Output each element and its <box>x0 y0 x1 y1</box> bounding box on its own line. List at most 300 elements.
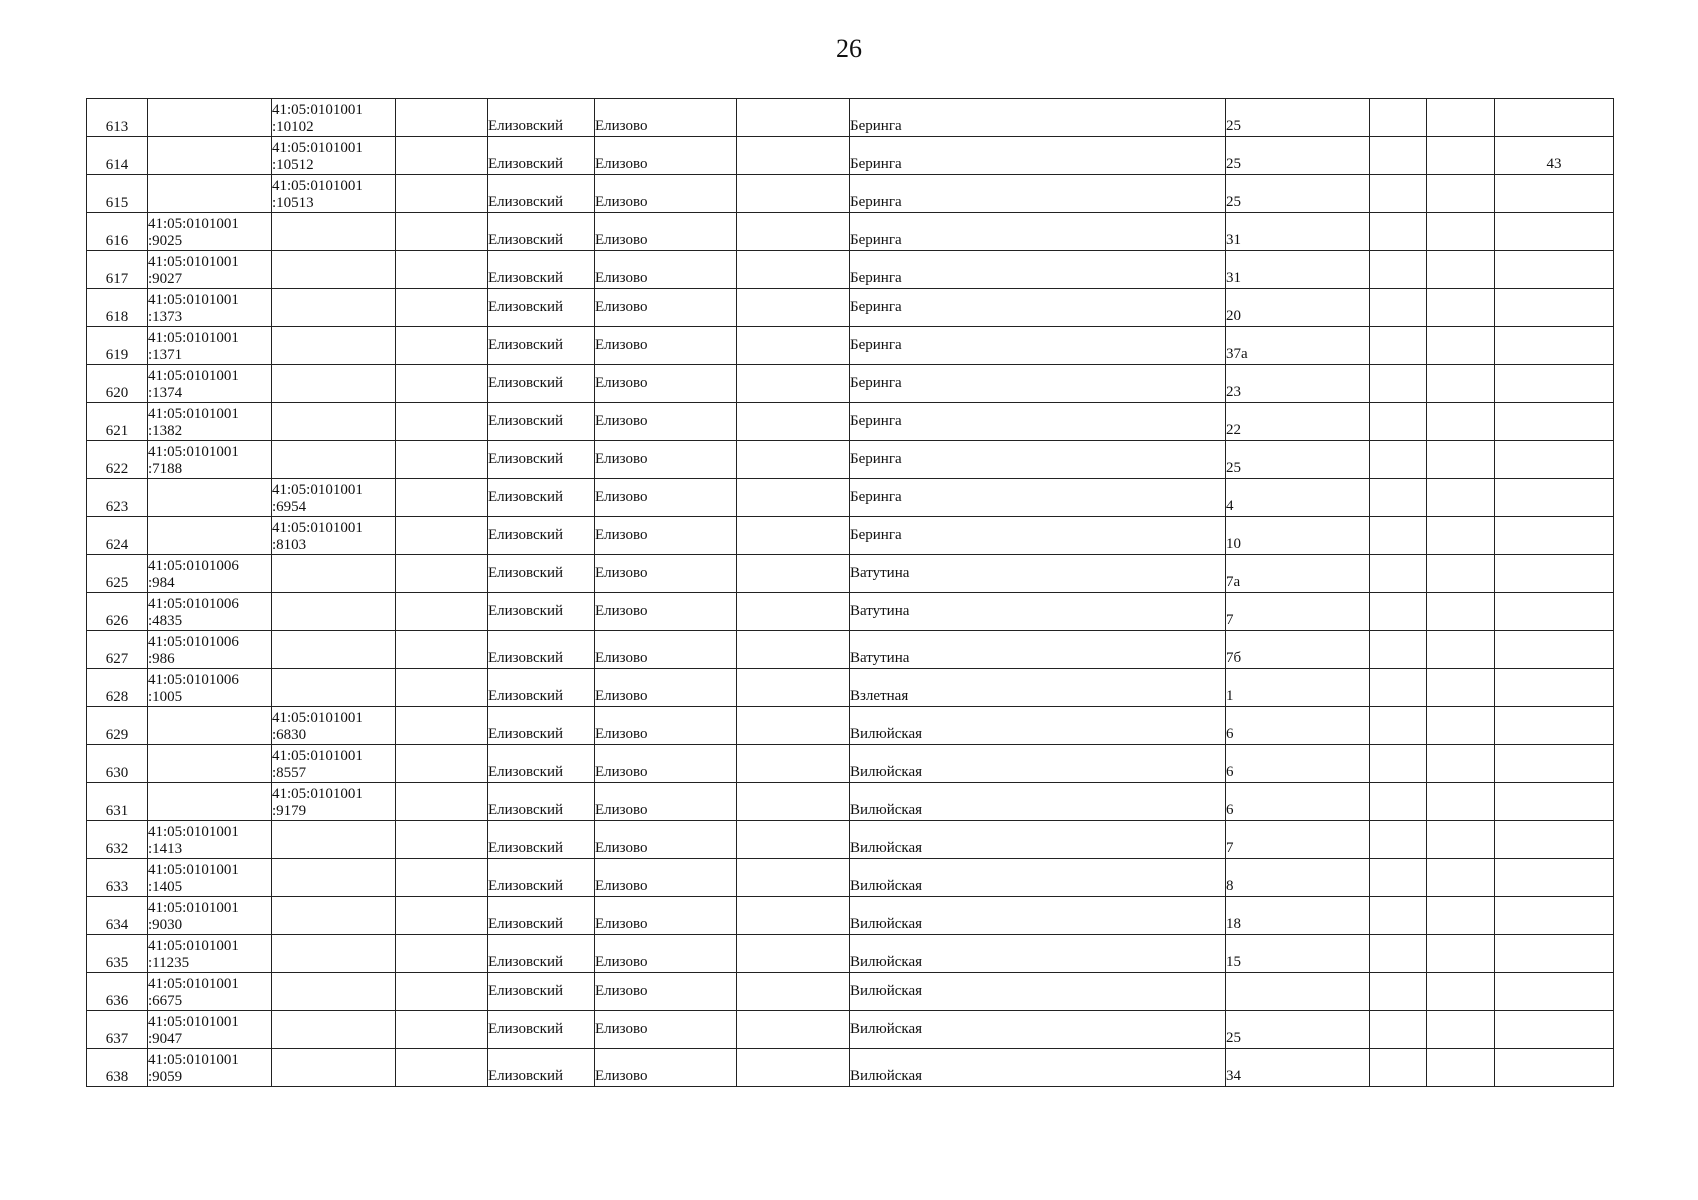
city-cell <box>595 479 737 517</box>
street-cell <box>850 859 1226 897</box>
empty-cell <box>396 897 488 935</box>
empty-cell <box>737 327 850 365</box>
city-text: Елизово <box>595 802 648 818</box>
apartment-number-text <box>1495 1085 1613 1086</box>
district-cell <box>488 213 595 251</box>
empty-cell <box>1370 707 1427 745</box>
house-number-cell <box>1226 99 1370 137</box>
city-cell <box>595 973 737 1011</box>
cadastral-a-line-2: :1373 <box>148 309 183 325</box>
empty-cell <box>737 745 850 783</box>
empty-cell <box>1370 745 1427 783</box>
house-number-text: 10 <box>1226 536 1241 552</box>
street-text: Беринга <box>850 489 902 505</box>
cadastral-b-line-2: :9179 <box>272 803 307 819</box>
district-text: Елизовский <box>488 299 564 315</box>
district-text: Елизовский <box>488 451 564 467</box>
cadastral-b-line-1: 41:05:0101001 <box>272 178 363 194</box>
city-cell <box>595 251 737 289</box>
cadastral-a-line-1: 41:05:0101001 <box>148 254 239 270</box>
empty-cell <box>396 365 488 403</box>
table-row <box>87 403 1614 441</box>
city-text: Елизово <box>595 299 648 315</box>
empty-cell <box>1427 821 1495 859</box>
district-text: Елизовский <box>488 232 564 248</box>
city-text: Елизово <box>595 232 648 248</box>
empty-cell <box>1370 593 1427 631</box>
city-text: Елизово <box>595 603 648 619</box>
empty-cell <box>1370 935 1427 973</box>
district-text: Елизовский <box>488 603 564 619</box>
row-number-cell: 617 <box>87 251 148 289</box>
district-text: Елизовский <box>488 337 564 353</box>
city-cell <box>595 213 737 251</box>
row-number-cell: 628 <box>87 669 148 707</box>
street-cell <box>850 821 1226 859</box>
cadastral-number-b-cell <box>272 1011 396 1049</box>
row-number-cell: 613 <box>87 99 148 137</box>
empty-cell <box>737 555 850 593</box>
empty-cell <box>396 745 488 783</box>
empty-cell <box>396 1049 488 1087</box>
empty-cell <box>1427 1011 1495 1049</box>
cadastral-a-line-1: 41:05:0101006 <box>148 558 239 574</box>
empty-cell <box>396 935 488 973</box>
apartment-number-cell <box>1495 441 1614 479</box>
street-text: Ватутина <box>850 650 910 666</box>
district-text: Елизовский <box>488 1021 564 1037</box>
cadastral-number-b-cell <box>272 707 396 745</box>
city-text: Елизово <box>595 726 648 742</box>
house-number-cell <box>1226 1011 1370 1049</box>
cadastral-number-a-cell <box>148 859 272 897</box>
cadastral-number-a-cell <box>148 745 272 783</box>
district-text: Елизовский <box>488 270 564 286</box>
city-text: Елизово <box>595 954 648 970</box>
empty-cell <box>396 783 488 821</box>
district-cell <box>488 1011 595 1049</box>
cadastral-a-line-1: 41:05:0101001 <box>148 216 239 232</box>
street-cell <box>850 973 1226 1011</box>
apartment-number-cell <box>1495 175 1614 213</box>
house-number-cell <box>1226 935 1370 973</box>
city-text: Елизово <box>595 916 648 932</box>
apartment-number-cell <box>1495 935 1614 973</box>
empty-cell <box>1427 973 1495 1011</box>
table-row <box>87 707 1614 745</box>
cadastral-number-a-cell <box>148 707 272 745</box>
cadastral-a-line-1: 41:05:0101001 <box>148 900 239 916</box>
empty-cell <box>396 859 488 897</box>
district-cell <box>488 821 595 859</box>
empty-cell <box>396 289 488 327</box>
row-number-cell: 634 <box>87 897 148 935</box>
empty-cell <box>737 783 850 821</box>
house-number-text: 20 <box>1226 308 1241 324</box>
house-number-cell <box>1226 365 1370 403</box>
city-text: Елизово <box>595 1021 648 1037</box>
apartment-number-cell <box>1495 631 1614 669</box>
house-number-cell <box>1226 251 1370 289</box>
street-cell <box>850 137 1226 175</box>
city-text: Елизово <box>595 451 648 467</box>
district-text: Елизовский <box>488 983 564 999</box>
city-text: Елизово <box>595 688 648 704</box>
city-text: Елизово <box>595 156 648 172</box>
row-number-cell: 624 <box>87 517 148 555</box>
apartment-number-cell <box>1495 327 1614 365</box>
district-text: Елизовский <box>488 194 564 210</box>
house-number-cell <box>1226 745 1370 783</box>
empty-cell <box>1427 897 1495 935</box>
empty-cell <box>1427 859 1495 897</box>
cadastral-a-line-1: 41:05:0101006 <box>148 672 239 688</box>
house-number-text: 22 <box>1226 422 1241 438</box>
street-text: Вилюйская <box>850 726 923 742</box>
cadastral-a-line-1: 41:05:0101001 <box>148 1014 239 1030</box>
district-text: Елизовский <box>488 878 564 894</box>
empty-cell <box>1427 289 1495 327</box>
house-number-cell <box>1226 821 1370 859</box>
row-number-cell: 622 <box>87 441 148 479</box>
cadastral-number-b-cell <box>272 479 396 517</box>
row-number-cell: 615 <box>87 175 148 213</box>
cadastral-a-line-2: :1413 <box>148 841 183 857</box>
row-number-cell: 633 <box>87 859 148 897</box>
apartment-number-cell <box>1495 593 1614 631</box>
street-text: Вилюйская <box>850 802 923 818</box>
empty-cell <box>1427 935 1495 973</box>
street-text: Ватутина <box>850 603 910 619</box>
city-text: Елизово <box>595 489 648 505</box>
district-text: Елизовский <box>488 726 564 742</box>
district-cell <box>488 479 595 517</box>
street-text: Взлетная <box>850 688 909 704</box>
cadastral-b-line-2: :8557 <box>272 765 307 781</box>
street-cell <box>850 555 1226 593</box>
table-row <box>87 1011 1614 1049</box>
empty-cell <box>1427 365 1495 403</box>
house-number-text: 7 <box>1226 840 1234 856</box>
row-number-cell: 630 <box>87 745 148 783</box>
cadastral-number-a-cell <box>148 365 272 403</box>
city-text: Елизово <box>595 270 648 286</box>
cadastral-a-line-2: :6675 <box>148 993 183 1009</box>
city-cell <box>595 631 737 669</box>
empty-cell <box>737 593 850 631</box>
empty-cell <box>1427 555 1495 593</box>
apartment-number-cell <box>1495 289 1614 327</box>
street-cell <box>850 441 1226 479</box>
district-text: Елизовский <box>488 527 564 543</box>
city-cell <box>595 897 737 935</box>
house-number-text: 7а <box>1226 574 1241 590</box>
apartment-number-cell <box>1495 783 1614 821</box>
empty-cell <box>1370 479 1427 517</box>
street-cell <box>850 707 1226 745</box>
table-row <box>87 745 1614 783</box>
empty-cell <box>1427 441 1495 479</box>
street-cell <box>850 745 1226 783</box>
house-number-text: 25 <box>1226 118 1241 134</box>
district-text: Елизовский <box>488 413 564 429</box>
house-number-cell <box>1226 897 1370 935</box>
empty-cell <box>396 441 488 479</box>
district-cell <box>488 327 595 365</box>
apartment-number-cell <box>1495 403 1614 441</box>
city-cell <box>595 403 737 441</box>
apartment-number-cell <box>1495 479 1614 517</box>
empty-cell <box>396 175 488 213</box>
district-cell <box>488 403 595 441</box>
cadastral-b-line-1: 41:05:0101001 <box>272 520 363 536</box>
cadastral-a-line-2: :9030 <box>148 917 183 933</box>
house-number-text: 31 <box>1226 232 1241 248</box>
street-text: Вилюйская <box>850 1068 923 1084</box>
cadastral-a-line-1: 41:05:0101001 <box>148 368 239 384</box>
district-cell <box>488 441 595 479</box>
district-cell <box>488 707 595 745</box>
cadastral-b-line-1: 41:05:0101001 <box>272 482 363 498</box>
empty-cell <box>1427 137 1495 175</box>
table-row <box>87 669 1614 707</box>
cadastral-number-a-cell <box>148 783 272 821</box>
cadastral-a-line-1: 41:05:0101006 <box>148 596 239 612</box>
empty-cell <box>1370 403 1427 441</box>
cadastral-b-line-2: :10102 <box>272 119 314 135</box>
empty-cell <box>737 441 850 479</box>
district-cell <box>488 365 595 403</box>
table-row <box>87 137 1614 175</box>
cadastral-number-a-cell <box>148 1011 272 1049</box>
empty-cell <box>737 175 850 213</box>
district-cell <box>488 137 595 175</box>
city-cell <box>595 1049 737 1087</box>
cadastral-b-line-1: 41:05:0101001 <box>272 748 363 764</box>
table-row <box>87 175 1614 213</box>
empty-cell <box>1370 669 1427 707</box>
empty-cell <box>396 821 488 859</box>
table-row <box>87 213 1614 251</box>
district-cell <box>488 517 595 555</box>
house-number-cell <box>1226 631 1370 669</box>
empty-cell <box>396 99 488 137</box>
house-number-text: 37а <box>1226 346 1248 362</box>
cadastral-number-b-cell <box>272 289 396 327</box>
cadastral-number-a-cell <box>148 289 272 327</box>
empty-cell <box>1370 1011 1427 1049</box>
street-text: Беринга <box>850 194 902 210</box>
empty-cell <box>1370 365 1427 403</box>
city-cell <box>595 517 737 555</box>
cadastral-a-line-2: :11235 <box>148 955 190 971</box>
empty-cell <box>737 707 850 745</box>
street-cell <box>850 479 1226 517</box>
cadastral-a-line-1: 41:05:0101001 <box>148 862 239 878</box>
row-number-cell: 621 <box>87 403 148 441</box>
empty-cell <box>1370 175 1427 213</box>
table-row <box>87 973 1614 1011</box>
empty-cell <box>396 213 488 251</box>
cadastral-number-b-cell <box>272 783 396 821</box>
cadastral-number-b-cell <box>272 213 396 251</box>
district-text: Елизовский <box>488 764 564 780</box>
empty-cell <box>396 1011 488 1049</box>
cadastral-b-line-1: 41:05:0101001 <box>272 786 363 802</box>
district-text: Елизовский <box>488 916 564 932</box>
empty-cell <box>1427 593 1495 631</box>
empty-cell <box>396 327 488 365</box>
house-number-cell <box>1226 327 1370 365</box>
street-cell <box>850 517 1226 555</box>
empty-cell <box>1370 859 1427 897</box>
house-number-cell <box>1226 213 1370 251</box>
cadastral-number-b-cell <box>272 821 396 859</box>
cadastral-number-a-cell <box>148 213 272 251</box>
empty-cell <box>1427 175 1495 213</box>
cadastral-number-b-cell <box>272 175 396 213</box>
city-text: Елизово <box>595 337 648 353</box>
empty-cell <box>396 403 488 441</box>
city-cell <box>595 593 737 631</box>
cadastral-a-line-2: :9047 <box>148 1031 183 1047</box>
apartment-number-cell <box>1495 137 1614 175</box>
city-text: Елизово <box>595 650 648 666</box>
cadastral-number-a-cell <box>148 593 272 631</box>
district-text: Елизовский <box>488 688 564 704</box>
empty-cell <box>737 403 850 441</box>
cadastral-a-line-1: 41:05:0101001 <box>148 406 239 422</box>
apartment-number-cell <box>1495 1011 1614 1049</box>
empty-cell <box>1427 403 1495 441</box>
empty-cell <box>737 935 850 973</box>
district-text: Елизовский <box>488 1068 564 1084</box>
street-text: Вилюйская <box>850 840 923 856</box>
district-cell <box>488 897 595 935</box>
row-number-cell: 632 <box>87 821 148 859</box>
cadastral-a-line-1: 41:05:0101006 <box>148 634 239 650</box>
cadastral-number-a-cell <box>148 935 272 973</box>
street-text: Вилюйская <box>850 764 923 780</box>
empty-cell <box>1370 441 1427 479</box>
table-row <box>87 517 1614 555</box>
cadastral-number-b-cell <box>272 99 396 137</box>
street-text: Беринга <box>850 232 902 248</box>
empty-cell <box>1370 137 1427 175</box>
apartment-number-cell <box>1495 251 1614 289</box>
cadastral-number-a-cell <box>148 327 272 365</box>
apartment-number-cell <box>1495 669 1614 707</box>
city-text: Елизово <box>595 840 648 856</box>
district-cell <box>488 745 595 783</box>
apartment-number-cell <box>1495 859 1614 897</box>
row-number-cell: 638 <box>87 1049 148 1087</box>
cadastral-b-line-1: 41:05:0101001 <box>272 710 363 726</box>
table-row <box>87 365 1614 403</box>
city-text: Елизово <box>595 565 648 581</box>
empty-cell <box>1370 555 1427 593</box>
row-number-cell: 635 <box>87 935 148 973</box>
empty-cell <box>396 479 488 517</box>
house-number-text: 7 <box>1226 612 1234 628</box>
address-registry-table <box>86 98 1614 1087</box>
house-number-cell <box>1226 137 1370 175</box>
house-number-cell <box>1226 783 1370 821</box>
cadastral-number-b-cell <box>272 669 396 707</box>
district-text: Елизовский <box>488 565 564 581</box>
house-number-text: 31 <box>1226 270 1241 286</box>
house-number-cell <box>1226 479 1370 517</box>
empty-cell <box>396 251 488 289</box>
house-number-text: 6 <box>1226 802 1234 818</box>
house-number-text: 25 <box>1226 460 1241 476</box>
cadastral-number-b-cell <box>272 897 396 935</box>
empty-cell <box>1427 251 1495 289</box>
empty-cell <box>1370 251 1427 289</box>
house-number-text: 25 <box>1226 156 1241 172</box>
empty-cell <box>1427 707 1495 745</box>
registry-body <box>87 99 1614 1087</box>
empty-cell <box>396 631 488 669</box>
district-text: Елизовский <box>488 156 564 172</box>
table-row <box>87 555 1614 593</box>
house-number-cell <box>1226 859 1370 897</box>
apartment-number-cell <box>1495 517 1614 555</box>
district-cell <box>488 783 595 821</box>
apartment-number-cell <box>1495 365 1614 403</box>
house-number-text: 4 <box>1226 498 1234 514</box>
empty-cell <box>737 137 850 175</box>
table-row <box>87 289 1614 327</box>
apartment-number-text: 43 <box>1546 156 1562 172</box>
row-number-cell: 631 <box>87 783 148 821</box>
street-text: Беринга <box>850 270 902 286</box>
empty-cell <box>737 517 850 555</box>
empty-cell <box>1427 99 1495 137</box>
house-number-text: 34 <box>1226 1068 1241 1084</box>
district-text: Елизовский <box>488 802 564 818</box>
street-text: Беринга <box>850 156 902 172</box>
cadastral-number-b-cell <box>272 973 396 1011</box>
cadastral-number-a-cell <box>148 517 272 555</box>
empty-cell <box>1427 327 1495 365</box>
district-cell <box>488 555 595 593</box>
table-row <box>87 1049 1614 1087</box>
empty-cell <box>396 707 488 745</box>
cadastral-number-a-cell <box>148 137 272 175</box>
row-number-cell: 616 <box>87 213 148 251</box>
empty-cell <box>1370 213 1427 251</box>
cadastral-number-a-cell <box>148 403 272 441</box>
apartment-number-cell <box>1495 99 1614 137</box>
city-cell <box>595 1011 737 1049</box>
house-number-cell <box>1226 441 1370 479</box>
table-row <box>87 859 1614 897</box>
cadastral-number-b-cell <box>272 137 396 175</box>
cadastral-number-b-cell <box>272 745 396 783</box>
apartment-number-cell <box>1495 821 1614 859</box>
row-number-cell: 614 <box>87 137 148 175</box>
empty-cell <box>737 1049 850 1087</box>
empty-cell <box>396 137 488 175</box>
empty-cell <box>737 289 850 327</box>
apartment-number-cell <box>1495 973 1614 1011</box>
cadastral-number-a-cell <box>148 251 272 289</box>
empty-cell <box>396 973 488 1011</box>
cadastral-number-a-cell <box>148 821 272 859</box>
cadastral-number-a-cell <box>148 99 272 137</box>
empty-cell <box>396 555 488 593</box>
